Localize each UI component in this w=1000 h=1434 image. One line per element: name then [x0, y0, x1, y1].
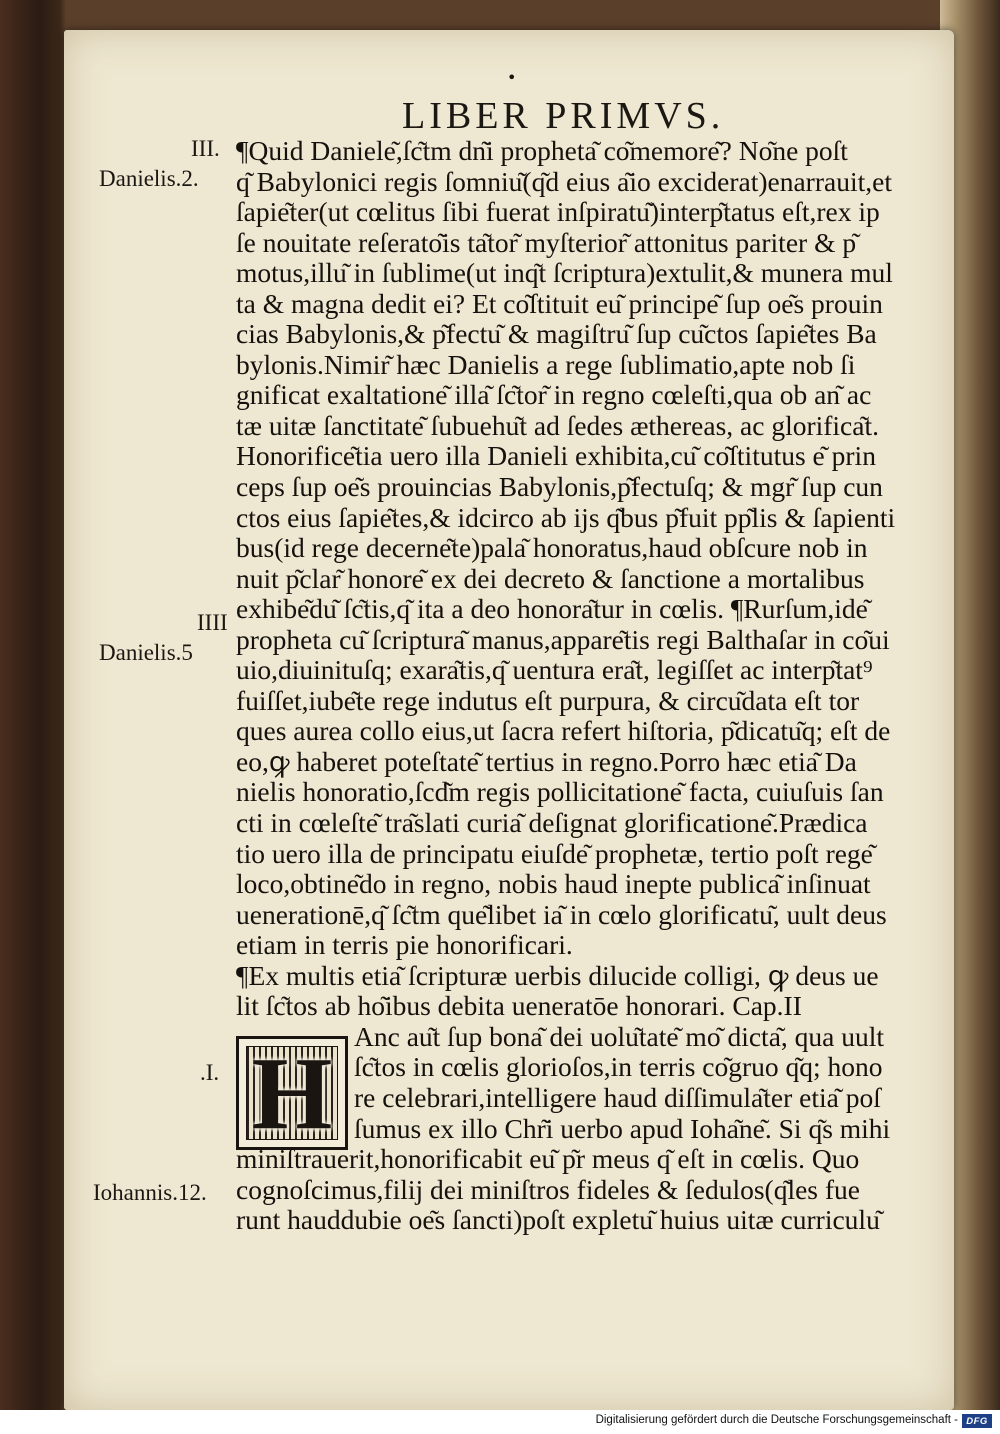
funding-credit: Digitalisierung gefördert durch die Deutsche Forschungsgemeinschaft -: [595, 1414, 958, 1426]
text-line: etiam in terris pie honorificari.: [236, 929, 573, 961]
text-line: re celebrari,intelligere haud diſſimula͂ter etia͂ poſ: [354, 1081, 881, 1113]
text-line: ſe nouitate reſerato͂is ta͂tor͂ myſterior͂ attonitus pariter & p͂: [236, 226, 857, 258]
text-line: fuiſſet,iube͂te rege indutus eſt purpura, & circu͂data eſt tor: [236, 684, 860, 716]
margin-number-iii: III.: [191, 136, 220, 161]
text-line: uio,diuinituſq; exara͂tis,q͂ uentura era͂t, legiſſet ac interp͂tat⁹: [236, 654, 873, 686]
text-line: motus,illu͂ in ſublime(ut inq͂t ſcriptura)extulit,& munera mul: [236, 257, 893, 289]
text-line: uenerationē,q͂ ſc͂tm que͂libet ia͂ in cœlo glorificatu͂, uult deus: [236, 898, 887, 930]
text-line: ta & magna dedit ei? Et co͂ſtituit eu͂ principe͂ ſup oe͂s prouin: [236, 287, 883, 319]
text-line: ceps ſup oe͂s prouincias Babylonis,p͂fectuſq; & mgr͂ ſup cun: [236, 471, 883, 503]
text-line: ctos eius ſapie͂tes,& idcirco ab ijs q͂bus p͂fuit pp͂lis & ſapienti: [236, 501, 896, 533]
margin-ref-danielis-2: Danielis.2.: [99, 166, 199, 191]
text-line: gnificat exaltatione͂ illa͂ ſc͂tor͂ in regno cœleſti,qua ob an͂ ac: [236, 379, 872, 411]
text-line: eo,ꝙ haberet poteſtate͂ tertius in regno.Porro hæc etia͂ Da: [236, 745, 857, 777]
text-line: ¶Ex multis etia͂ ſcripturæ uerbis dilucide colligi, ꝙ deus ue: [236, 959, 879, 991]
page-mark: •: [507, 68, 517, 87]
initial-letter: H: [251, 1035, 333, 1151]
text-line: ſumus ex illo Chr͂i uerbo apud Ioha͂ne͂. Si q͂s mihi: [354, 1112, 891, 1144]
text-line: propheta cu͂ ſcriptura͂ manus,appare͂tis regi Balthaſar in co͂ui: [236, 623, 890, 655]
text-line: cognoſcimus,filij dei miniſtros fideles & ſedulos(q͂les fue: [236, 1173, 860, 1205]
text-line: bus(id rege decerne͂te)pala͂ honoratus,haud obſcure nob in: [236, 532, 868, 564]
main-text: [236, 136, 946, 1236]
text-line: ſapie͂ter(ut cœlitus ſibi fuerat inſpiratu͂)interp͂tatus eſt,rex ip: [236, 196, 880, 228]
text-line: ques aurea collo eius,ut ſacra refert hiſtoria, p͂dicatu͂q; eſt de: [236, 715, 891, 747]
text-line: tio uero illa de principatu eiuſde͂ prophetæ, tertio poſt rege͂: [236, 837, 873, 869]
book-page: [64, 30, 954, 1410]
text-line: tæ uitæ ſanctitate͂ ſubuehu͂t ad ſedes æthereas, ac glorifica͂t.: [236, 409, 879, 441]
margin-ref-johannis-12: Iohannis.12.: [93, 1180, 207, 1205]
margin-number-i: .I.: [200, 1060, 220, 1085]
text-line: nuit p͂clar͂ honore͂ ex dei decreto & ſanctione a mortalibus: [236, 562, 865, 594]
text-line: cias Babylonis,& p͂fectu͂ & magiſtru͂ ſup cu͂ctos ſapie͂tes Ba: [236, 318, 877, 350]
text-line: cti in cœleſte͂ tra͂slati curia͂ deſignat glorificatione͂.Prædica: [236, 807, 868, 839]
text-line: bylonis.Nimir͂ hæc Danielis a rege ſublimatio,apte nob ſi: [236, 348, 856, 380]
margin-ref-danielis-5: Danielis.5: [99, 640, 193, 665]
text-line: nielis honoratio,ſcd͂m regis pollicitatione͂ facta, cuiuſuis ſan: [236, 776, 884, 808]
text-line: ¶Quid Daniele͂,ſc͂tm dn͂i propheta͂ co͂memore͂? No͂ne poſt: [236, 135, 848, 166]
running-head: LIBER PRIMVS.: [402, 95, 725, 137]
dfg-logo[interactable]: DFG: [962, 1414, 992, 1428]
text-line: runt hauddubie oe͂s ſancti)poſt expletu͂ huius uitæ curriculu͂: [236, 1204, 880, 1236]
text-line: q͂ Babylonici regis ſomniu͂(q͂d eius a͂io exciderat)enarrauit,et: [236, 165, 892, 197]
text-line: miniſtrauerit,honorificabit eu͂ p͂r meus q͂ eſt in cœlis. Quo: [236, 1143, 860, 1175]
text-line: ſc͂tos in cœlis glorioſos,in terris co͂gruo q͂q; hono: [354, 1051, 883, 1083]
footer-bar: [0, 1410, 1000, 1434]
text-line: exhibe͂du͂ ſc͂tis,q͂ ita a deo honora͂tur in cœlis. ¶Rurſum,ide͂: [236, 593, 868, 625]
chapter-heading-line: lit ſc͂tos ab ho͂ibus debita ueneratōe honorari. Cap.II: [236, 990, 802, 1022]
text-line: loco,obtine͂do in regno, nobis haud inepte publica͂ inſinuat: [236, 868, 871, 900]
text-line: Honorifice͂tia uero illa Danieli exhibita,cu͂ co͂ſtitutus e͂ prin: [236, 440, 876, 472]
margin-number-iiii: IIII: [197, 610, 228, 635]
text-line: Anc au͂t ſup bona͂ dei uolu͂tate͂ mo͂ dicta͂, qua uult: [354, 1020, 885, 1052]
